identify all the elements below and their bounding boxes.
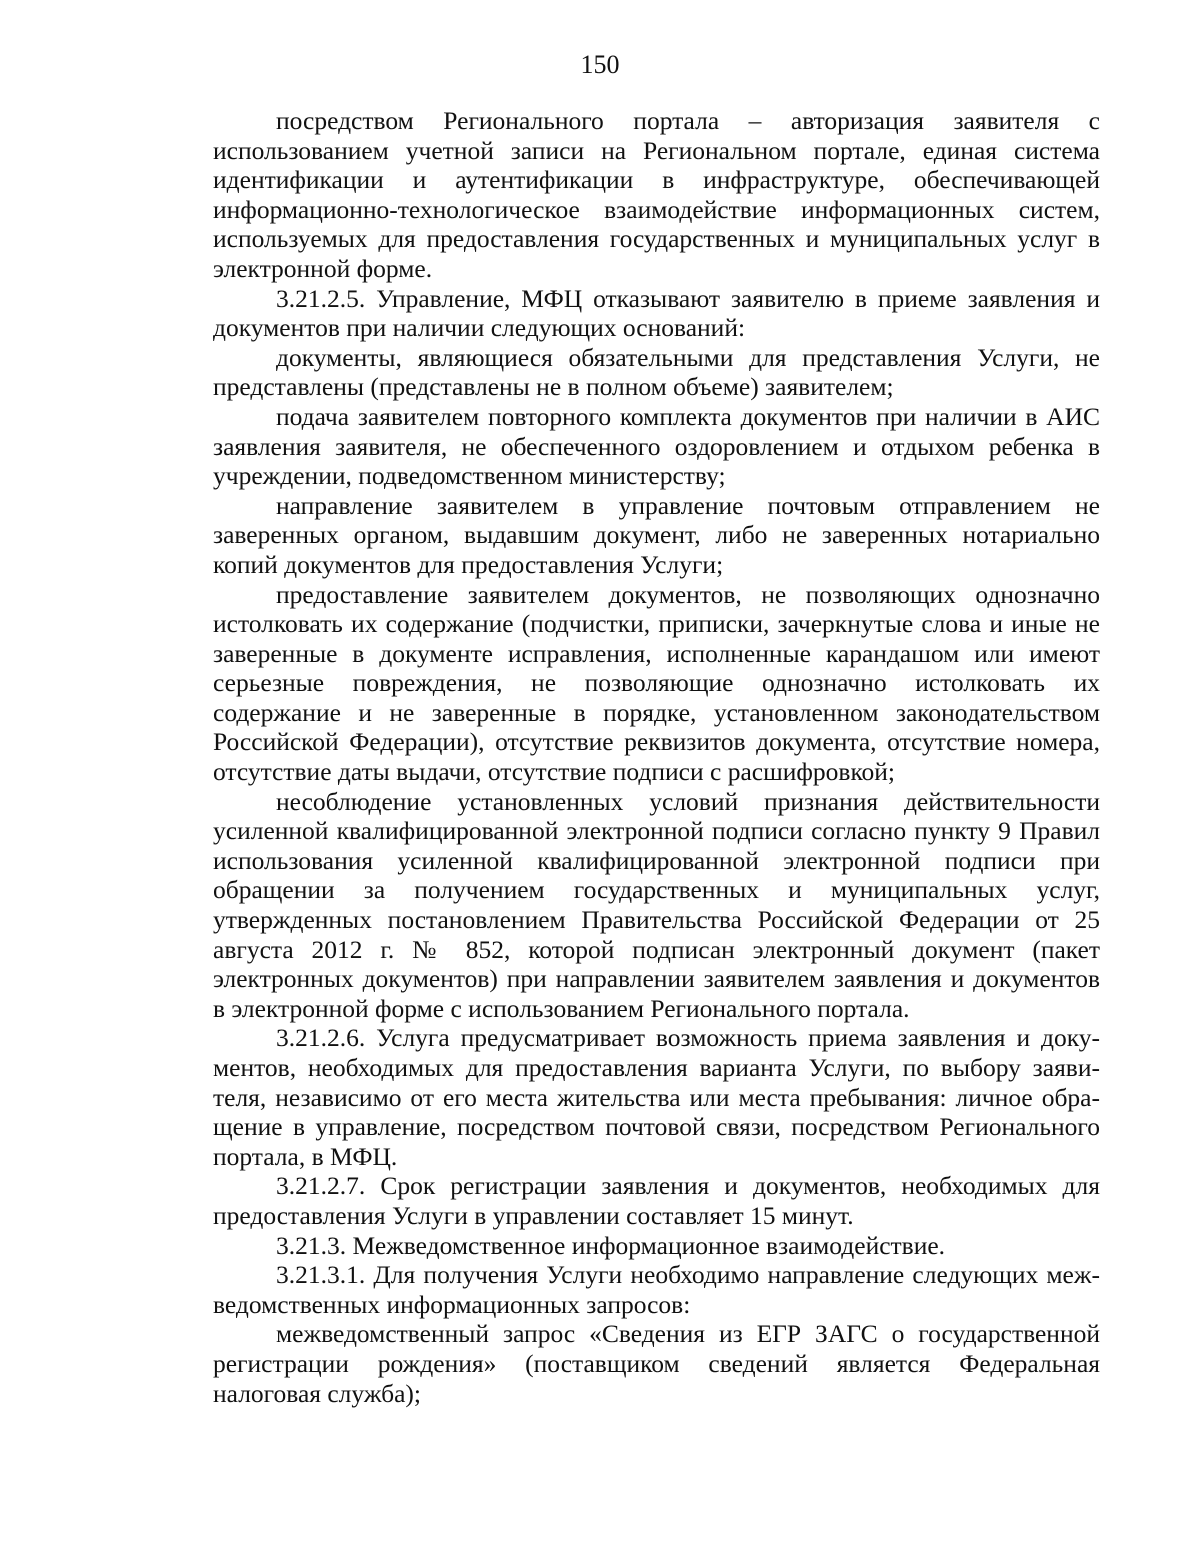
paragraph-documents-not-provided: документы, являющиеся обязательными для представления Услуги, не представлены (представлены не в полном объеме) заявителем; [213, 342, 1100, 402]
page-number: 150 [580, 50, 620, 79]
paragraph-3-21-2-6: 3.21.2.6. Услуга предусматривает возможность приема заявления и документов, необходимых для предоставления варианта Услуги, по выбору заявителя, независимо от его места жительства или места пребывания: личное обращение в управление, посредством почтовой связи, посредством Регионального портала, в МФЦ. [213, 1023, 1100, 1171]
paragraph-3-21-3-1: 3.21.3.1. Для получения Услуги необходимо направление следующих межведомственных информационных запросов: [213, 1260, 1100, 1319]
paragraph-ambiguous-documents: предоставление заявителем документов, не позволяющих однозначно истолковать их содержание (подчистки, приписки, зачеркнутые слова и иные не заверенные в документе исправления, исполненные карандашом или имеют серьезные повреждения, не позволяющие однозначно истолковать их содержание и не заверенные в порядке, установленном законодательством Российской Федерации), отсутствие реквизитов документа, отсутствие номера, отсутствие даты выдачи, отсутствие подписи с расшифровкой; [213, 579, 1100, 787]
document-body [213, 106, 1100, 1408]
paragraph-portal-authorization: посредством Регионального портала – авторизация заявителя с использованием учетной записи на Региональном портале, единая система идентификации и аутентификации в инфраструктуре, обеспечивающей информационно-технологическое взаимодействие информационных систем, используемых для предоставления государственных и муниципальных услуг в электронной форме. [213, 106, 1100, 283]
paragraph-3-21-2-7: 3.21.2.7. Срок регистрации заявления и документов, необходимых для предоставления Услуги в управлении составляет 15 минут. [213, 1171, 1100, 1230]
paragraph-3-21-3: 3.21.3. Межведомственное информационное взаимодействие. [276, 1230, 946, 1260]
paragraph-signature-conditions: несоблюдение установленных условий признания действительности усиленной квалифицированной электронной подписи согласно пункту 9 Правил использования усиленной квалифицированной электронной подписи при обращении за получением государственных и муниципальных услуг, утвержденных постановлением Правительства Российской Федерации от 25 августа 2012 г. № 852, которой подписан электронный документ (пакет электронных документов) при направлении заявителем заявления и документов в электронной форме с использованием Регионального портала. [213, 786, 1100, 1023]
paragraph-postal-uncertified: направление заявителем в управление почтовым отправлением не заверенных органом, выдавшим документ, либо не заверенных нотариально копий документов для предоставления Услуги; [213, 490, 1100, 579]
paragraph-repeat-submission: подача заявителем повторного комплекта документов при наличии в АИС заявления заявителя, не обеспеченного оздоровлением и отдыхом ребенка в учреждении, подведомственном министерству; [213, 401, 1100, 491]
paragraph-3-21-2-5: 3.21.2.5. Управление, МФЦ отказывают заявителю в приеме заявления и документов при наличии следующих оснований: [213, 283, 1100, 343]
paragraph-interagency-request: межведомственный запрос «Сведения из ЕГР ЗАГС о государственной регистрации рождения» (поставщиком сведений является Федеральная налоговая служба); [213, 1319, 1100, 1408]
